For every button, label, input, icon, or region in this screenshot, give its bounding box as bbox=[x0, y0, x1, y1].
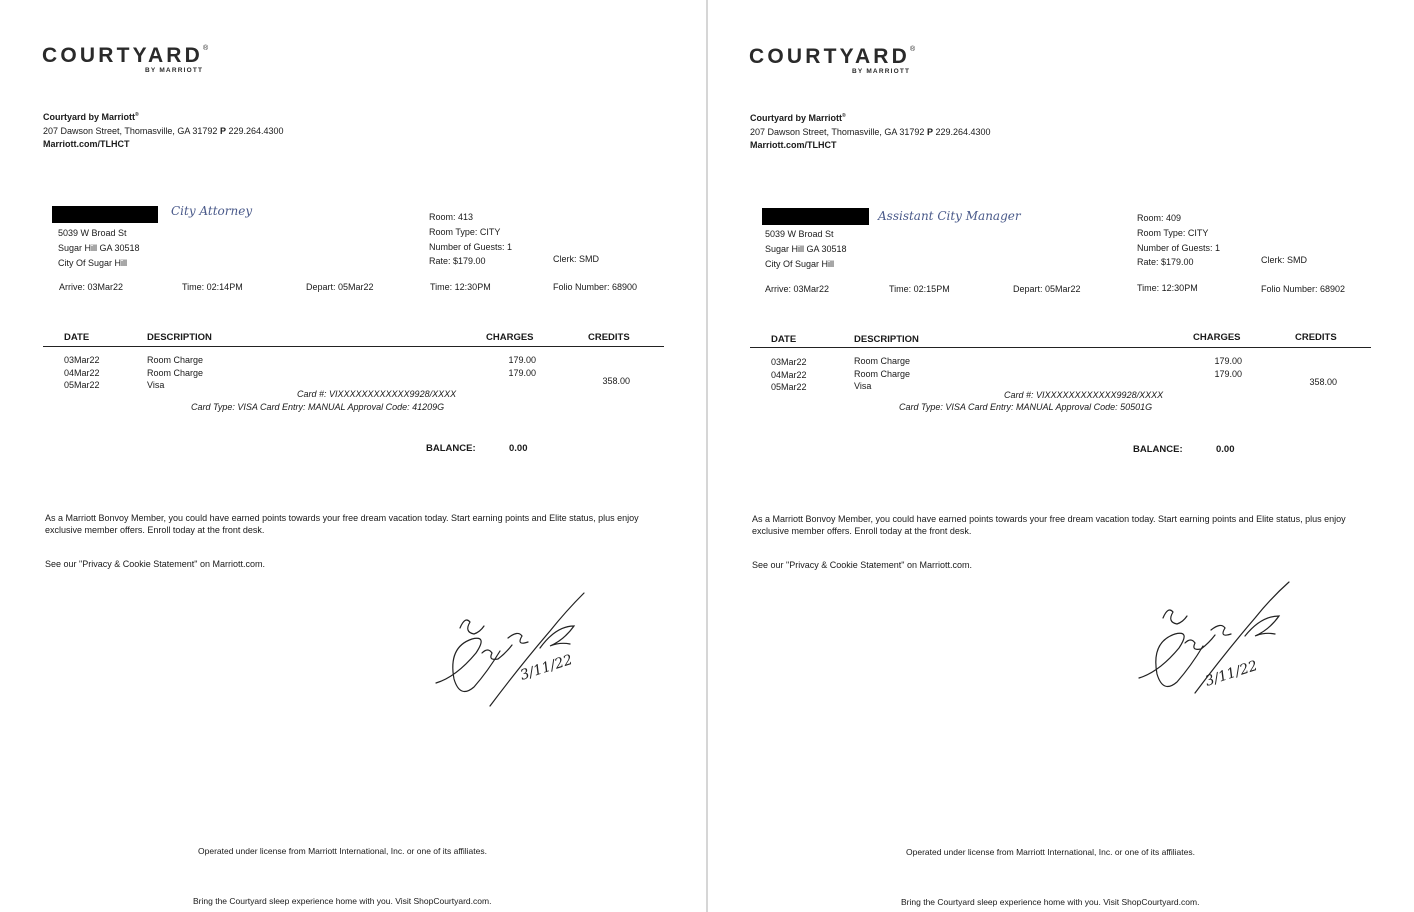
guest-address bbox=[765, 227, 847, 272]
privacy-note: See our "Privacy & Cookie Statement" on Marriott.com. bbox=[752, 560, 972, 570]
room-number: Room: 413 bbox=[429, 212, 474, 222]
description-column bbox=[854, 355, 910, 393]
table-row-description: Visa bbox=[147, 380, 165, 390]
room-rate: Rate: $179.00 bbox=[429, 256, 486, 267]
room-info bbox=[429, 210, 512, 269]
arrive: Arrive: 03Mar22 bbox=[765, 284, 830, 294]
arrive: Arrive: 03Mar22 bbox=[59, 282, 124, 292]
license-note: Operated under license from Marriott International, Inc. or one of its affiliates. bbox=[198, 846, 487, 856]
signature-date: 3/11/22 bbox=[1203, 657, 1260, 690]
table-row-description: Room Charge bbox=[147, 355, 204, 365]
hotel-name: Courtyard by Marriott bbox=[43, 112, 136, 122]
credits-column bbox=[580, 375, 630, 388]
room-guests: Number of Guests: 1 bbox=[429, 241, 513, 252]
hotel-address: 207 Dawson Street, Thomasville, GA 31792 bbox=[750, 126, 925, 137]
card-type: Card Type: VISA Card Entry: MANUAL Approval Code: 50501G bbox=[899, 402, 1153, 412]
hotel-name: Courtyard by Marriott bbox=[750, 113, 843, 123]
logo-word: COURTYARD bbox=[749, 45, 911, 68]
depart: Depart: 05Mar22 bbox=[1013, 284, 1081, 294]
redacted-name bbox=[762, 208, 869, 225]
table-row-description: Room Charge bbox=[147, 367, 204, 378]
hotel-web: Marriott.com/TLHCT bbox=[43, 139, 130, 149]
room-number: Room: 409 bbox=[1137, 213, 1182, 223]
signature-date: 3/11/22 bbox=[518, 651, 575, 684]
hotel-phone: 229.264.4300 bbox=[935, 126, 991, 137]
table-row-date: 03Mar22 bbox=[771, 357, 807, 367]
folio-number: Folio Number: 68902 bbox=[1261, 284, 1346, 294]
table-row-charge: 179.00 bbox=[1214, 368, 1242, 379]
courtyard-logo: COURTYARD® BY MARRIOTT bbox=[42, 44, 209, 74]
table-row-date: 04Mar22 bbox=[771, 369, 807, 380]
room-rate: Rate: $179.00 bbox=[1137, 257, 1194, 268]
description-column bbox=[147, 354, 203, 392]
date-column bbox=[64, 354, 100, 392]
bonvoy-message: As a Marriott Bonvoy Member, you could have earned points towards your free dream vacation today. Start earning points and Elite status, plus enjoy exclusive member offers. Enroll today at the front desk. bbox=[752, 514, 1346, 536]
table-row-charge: 179.00 bbox=[508, 367, 536, 378]
room-type: Room Type: CITY bbox=[1137, 227, 1209, 238]
signature-image bbox=[1133, 578, 1303, 703]
balance-value: 0.00 bbox=[1216, 444, 1235, 455]
header-description: DESCRIPTION bbox=[854, 334, 919, 345]
depart-time: Time: 12:30PM bbox=[430, 282, 491, 292]
hotel-info: Courtyard by Marriott® 207 Dawson Street, Thomasville, GA 31792 P 229.264.4300 Marriott.com/TLHCT bbox=[43, 109, 284, 152]
guest-address bbox=[58, 226, 140, 271]
folio-number: Folio Number: 68900 bbox=[553, 282, 638, 292]
table-row-date: 03Mar22 bbox=[64, 355, 100, 365]
card-number: Card #: VIXXXXXXXXXXXX9928/XXXX bbox=[297, 389, 457, 399]
guest-city: Sugar Hill GA 30518 bbox=[58, 243, 140, 253]
phone-label: P bbox=[926, 126, 933, 137]
handwritten-title: City Attorney bbox=[171, 204, 253, 218]
date-column bbox=[771, 356, 807, 394]
depart-time: Time: 12:30PM bbox=[1137, 283, 1198, 293]
license-note: Operated under license from Marriott International, Inc. or one of its affiliates. bbox=[906, 847, 1195, 857]
depart: Depart: 05Mar22 bbox=[306, 282, 374, 292]
hotel-web: Marriott.com/TLHCT bbox=[750, 140, 837, 150]
room-guests: Number of Guests: 1 bbox=[1137, 242, 1221, 253]
clerk: Clerk: SMD bbox=[1261, 255, 1308, 265]
table-row-credit: 358.00 bbox=[1309, 377, 1337, 387]
folio-page-2 bbox=[708, 0, 1414, 912]
arrive-time: Time: 02:14PM bbox=[182, 282, 243, 292]
shop-note: Bring the Courtyard sleep experience home with you. Visit ShopCourtyard.com. bbox=[193, 896, 492, 906]
folio-page-1 bbox=[0, 0, 706, 912]
card-number: Card #: VIXXXXXXXXXXXX9928/XXXX bbox=[1004, 390, 1164, 400]
header-credits: CREDITS bbox=[588, 332, 630, 343]
logo-sub: BY MARRIOTT bbox=[852, 68, 911, 75]
header-charges: CHARGES bbox=[1193, 332, 1241, 343]
header-date: DATE bbox=[771, 334, 797, 345]
charges-column bbox=[1192, 355, 1242, 380]
charges-column bbox=[486, 354, 536, 379]
room-info bbox=[1137, 211, 1220, 270]
phone-label: P bbox=[219, 125, 226, 136]
table-row-description: Visa bbox=[854, 381, 872, 391]
table-row-description: Room Charge bbox=[854, 368, 911, 379]
balance-value: 0.00 bbox=[509, 443, 528, 454]
credits-column bbox=[1287, 376, 1337, 389]
hotel-address: 207 Dawson Street, Thomasville, GA 31792 bbox=[43, 125, 218, 136]
table-rule bbox=[43, 346, 664, 347]
table-row-charge: 179.00 bbox=[1214, 356, 1242, 366]
guest-street: 5039 W Broad St bbox=[765, 229, 834, 239]
guest-org: City Of Sugar Hill bbox=[58, 258, 128, 268]
shop-note: Bring the Courtyard sleep experience home with you. Visit ShopCourtyard.com. bbox=[901, 897, 1200, 907]
table-row-date: 05Mar22 bbox=[771, 382, 807, 392]
redacted-name bbox=[52, 206, 158, 223]
table-row-description: Room Charge bbox=[854, 356, 911, 366]
clerk: Clerk: SMD bbox=[553, 254, 600, 264]
table-row-date: 05Mar22 bbox=[64, 380, 100, 390]
header-date: DATE bbox=[64, 332, 90, 343]
room-type: Room Type: CITY bbox=[429, 226, 501, 237]
header-description: DESCRIPTION bbox=[147, 332, 212, 343]
header-charges: CHARGES bbox=[486, 332, 534, 343]
arrive-time: Time: 02:15PM bbox=[889, 284, 950, 294]
handwritten-title: Assistant City Manager bbox=[878, 209, 1021, 223]
table-row-date: 04Mar22 bbox=[64, 367, 100, 378]
card-type: Card Type: VISA Card Entry: MANUAL Approval Code: 41209G bbox=[191, 402, 445, 412]
table-row-credit: 358.00 bbox=[602, 376, 630, 386]
guest-street: 5039 W Broad St bbox=[58, 228, 127, 238]
guest-org: City Of Sugar Hill bbox=[765, 259, 835, 269]
balance-label: BALANCE: bbox=[1133, 444, 1183, 455]
table-row-charge: 179.00 bbox=[508, 355, 536, 365]
bonvoy-message: As a Marriott Bonvoy Member, you could have earned points towards your free dream vacation today. Start earning points and Elite status, plus enjoy exclusive member offers. Enroll today at the front desk. bbox=[45, 513, 639, 535]
balance-label: BALANCE: bbox=[426, 443, 476, 454]
guest-city: Sugar Hill GA 30518 bbox=[765, 244, 847, 254]
signature-image bbox=[430, 588, 600, 713]
table-rule bbox=[750, 347, 1371, 348]
hotel-info: Courtyard by Marriott® 207 Dawson Street, Thomasville, GA 31792 P 229.264.4300 Marriott.com/TLHCT bbox=[750, 110, 991, 153]
courtyard-logo: COURTYARD® BY MARRIOTT bbox=[749, 45, 916, 75]
header-credits: CREDITS bbox=[1295, 332, 1337, 343]
privacy-note: See our "Privacy & Cookie Statement" on Marriott.com. bbox=[45, 559, 265, 569]
logo-sub: BY MARRIOTT bbox=[145, 67, 204, 74]
hotel-phone: 229.264.4300 bbox=[228, 125, 284, 136]
logo-word: COURTYARD bbox=[42, 44, 204, 67]
